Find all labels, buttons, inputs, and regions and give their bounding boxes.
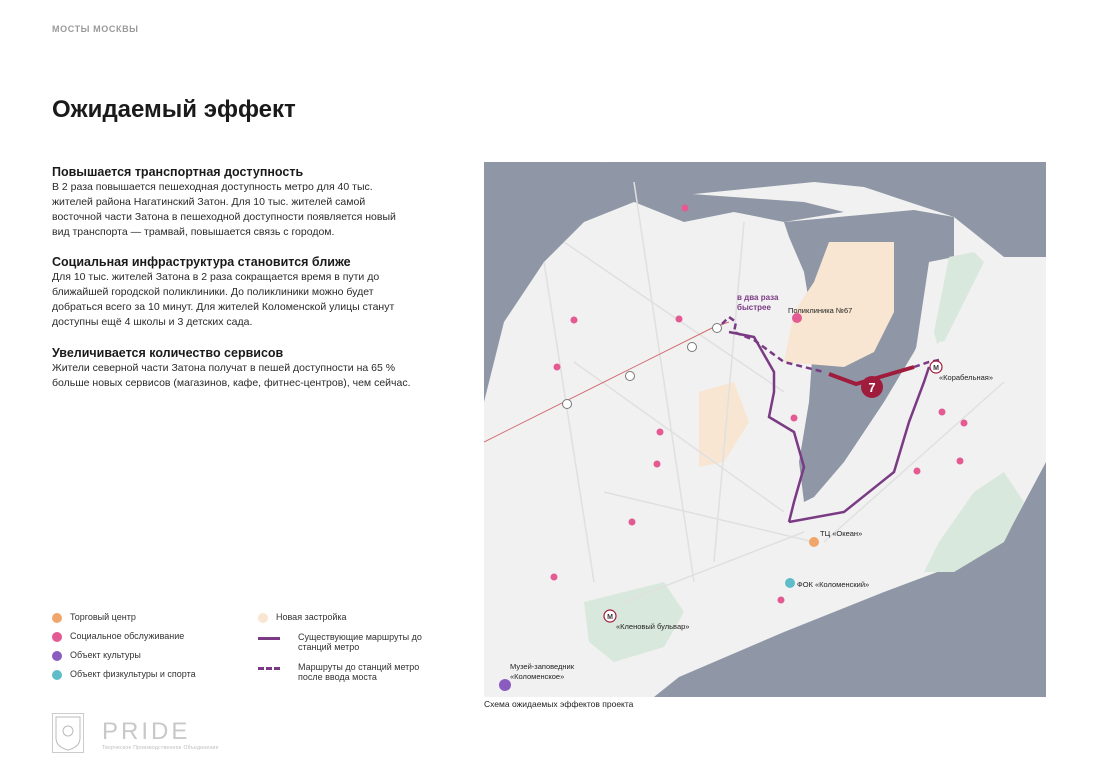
section-social <box>52 255 412 330</box>
legend-item-culture: Объект культуры <box>52 650 141 661</box>
page-title: Ожидаемый эффект <box>52 96 296 123</box>
section-text: В 2 раза повышается пешеходная доступность метро для 40 тыс. жителей района Нагатинский Затон. Для 10 тыс. жителей самой восточной части Затона в пешеходной доступности появляется новый вид транспорта — трамвай, повышается связь с городом. <box>52 181 396 238</box>
map-canvas <box>484 162 1046 697</box>
bridge-number: 7 <box>868 380 876 395</box>
korabelnaya-label: «Корабельная» <box>939 373 994 382</box>
museum-label: Музей-заповедник «Коломенское» <box>510 662 575 681</box>
svg-text:М: М <box>607 614 613 621</box>
social-marker-icon <box>52 632 62 642</box>
legend-item-social: Социальное обслуживание <box>52 631 184 642</box>
brand-subtitle: Творческое Производственное Объединение <box>102 745 219 751</box>
district-map <box>484 162 1046 697</box>
section-heading: Увеличивается количество сервисов <box>52 346 284 360</box>
klenovy-label: «Кленовый бульвар» <box>616 622 690 631</box>
legend-item-new-build: Новая застройка <box>258 612 347 623</box>
section-text: Для 10 тыс. жителей Затона в 2 раза сокращается время в пути до ближайшей городской поликлиники. До поликлиники можно будет добраться всего за 10 минут. Для жителей Коломенской улицы станут доступны ещё 4 школы и 3 детских сада. <box>52 271 395 328</box>
sport-marker <box>785 578 795 588</box>
section-text: Жители северной части Затона получат в пешей доступности на 65 % больше новых сервисов (магазинов, кафе, фитнес-центров), чем сейчас. <box>52 362 411 389</box>
brand-logo: PRIDE <box>102 718 191 745</box>
legend-item-existing-routes: Существующие маршруты до станций метро <box>258 632 428 652</box>
section-services <box>52 346 412 391</box>
legend-item-sport: Объект физкультуры и спорта <box>52 669 196 680</box>
clinic-label: Поликлиника №67 <box>788 306 853 315</box>
map-caption: Схема ожидаемых эффектов проекта <box>484 699 634 709</box>
moscow-emblem-icon <box>52 713 84 753</box>
svg-text:М: М <box>933 365 939 372</box>
mall-marker-icon <box>52 613 62 623</box>
section-heading: Повышается транспортная доступность <box>52 165 304 179</box>
series-header: МОСТЫ МОСКВЫ <box>52 24 139 34</box>
solid-route-icon <box>258 637 280 640</box>
callout-label: в два раза быстрее <box>737 293 779 312</box>
map-legend <box>52 612 452 692</box>
culture-marker-icon <box>52 651 62 661</box>
fok-label: ФОК «Коломенский» <box>797 580 870 589</box>
section-heading: Социальная инфраструктура становится ближе <box>52 255 351 269</box>
mall-marker <box>809 537 819 547</box>
dashed-route-icon <box>258 667 280 670</box>
legend-item-future-routes: Маршруты до станций метро после ввода моста <box>258 662 428 682</box>
sport-marker-icon <box>52 670 62 680</box>
tc-okean-label: ТЦ «Океан» <box>820 529 863 538</box>
section-transport <box>52 165 412 240</box>
legend-item-mall: Торговый центр <box>52 612 136 623</box>
new-build-swatch-icon <box>258 613 268 623</box>
